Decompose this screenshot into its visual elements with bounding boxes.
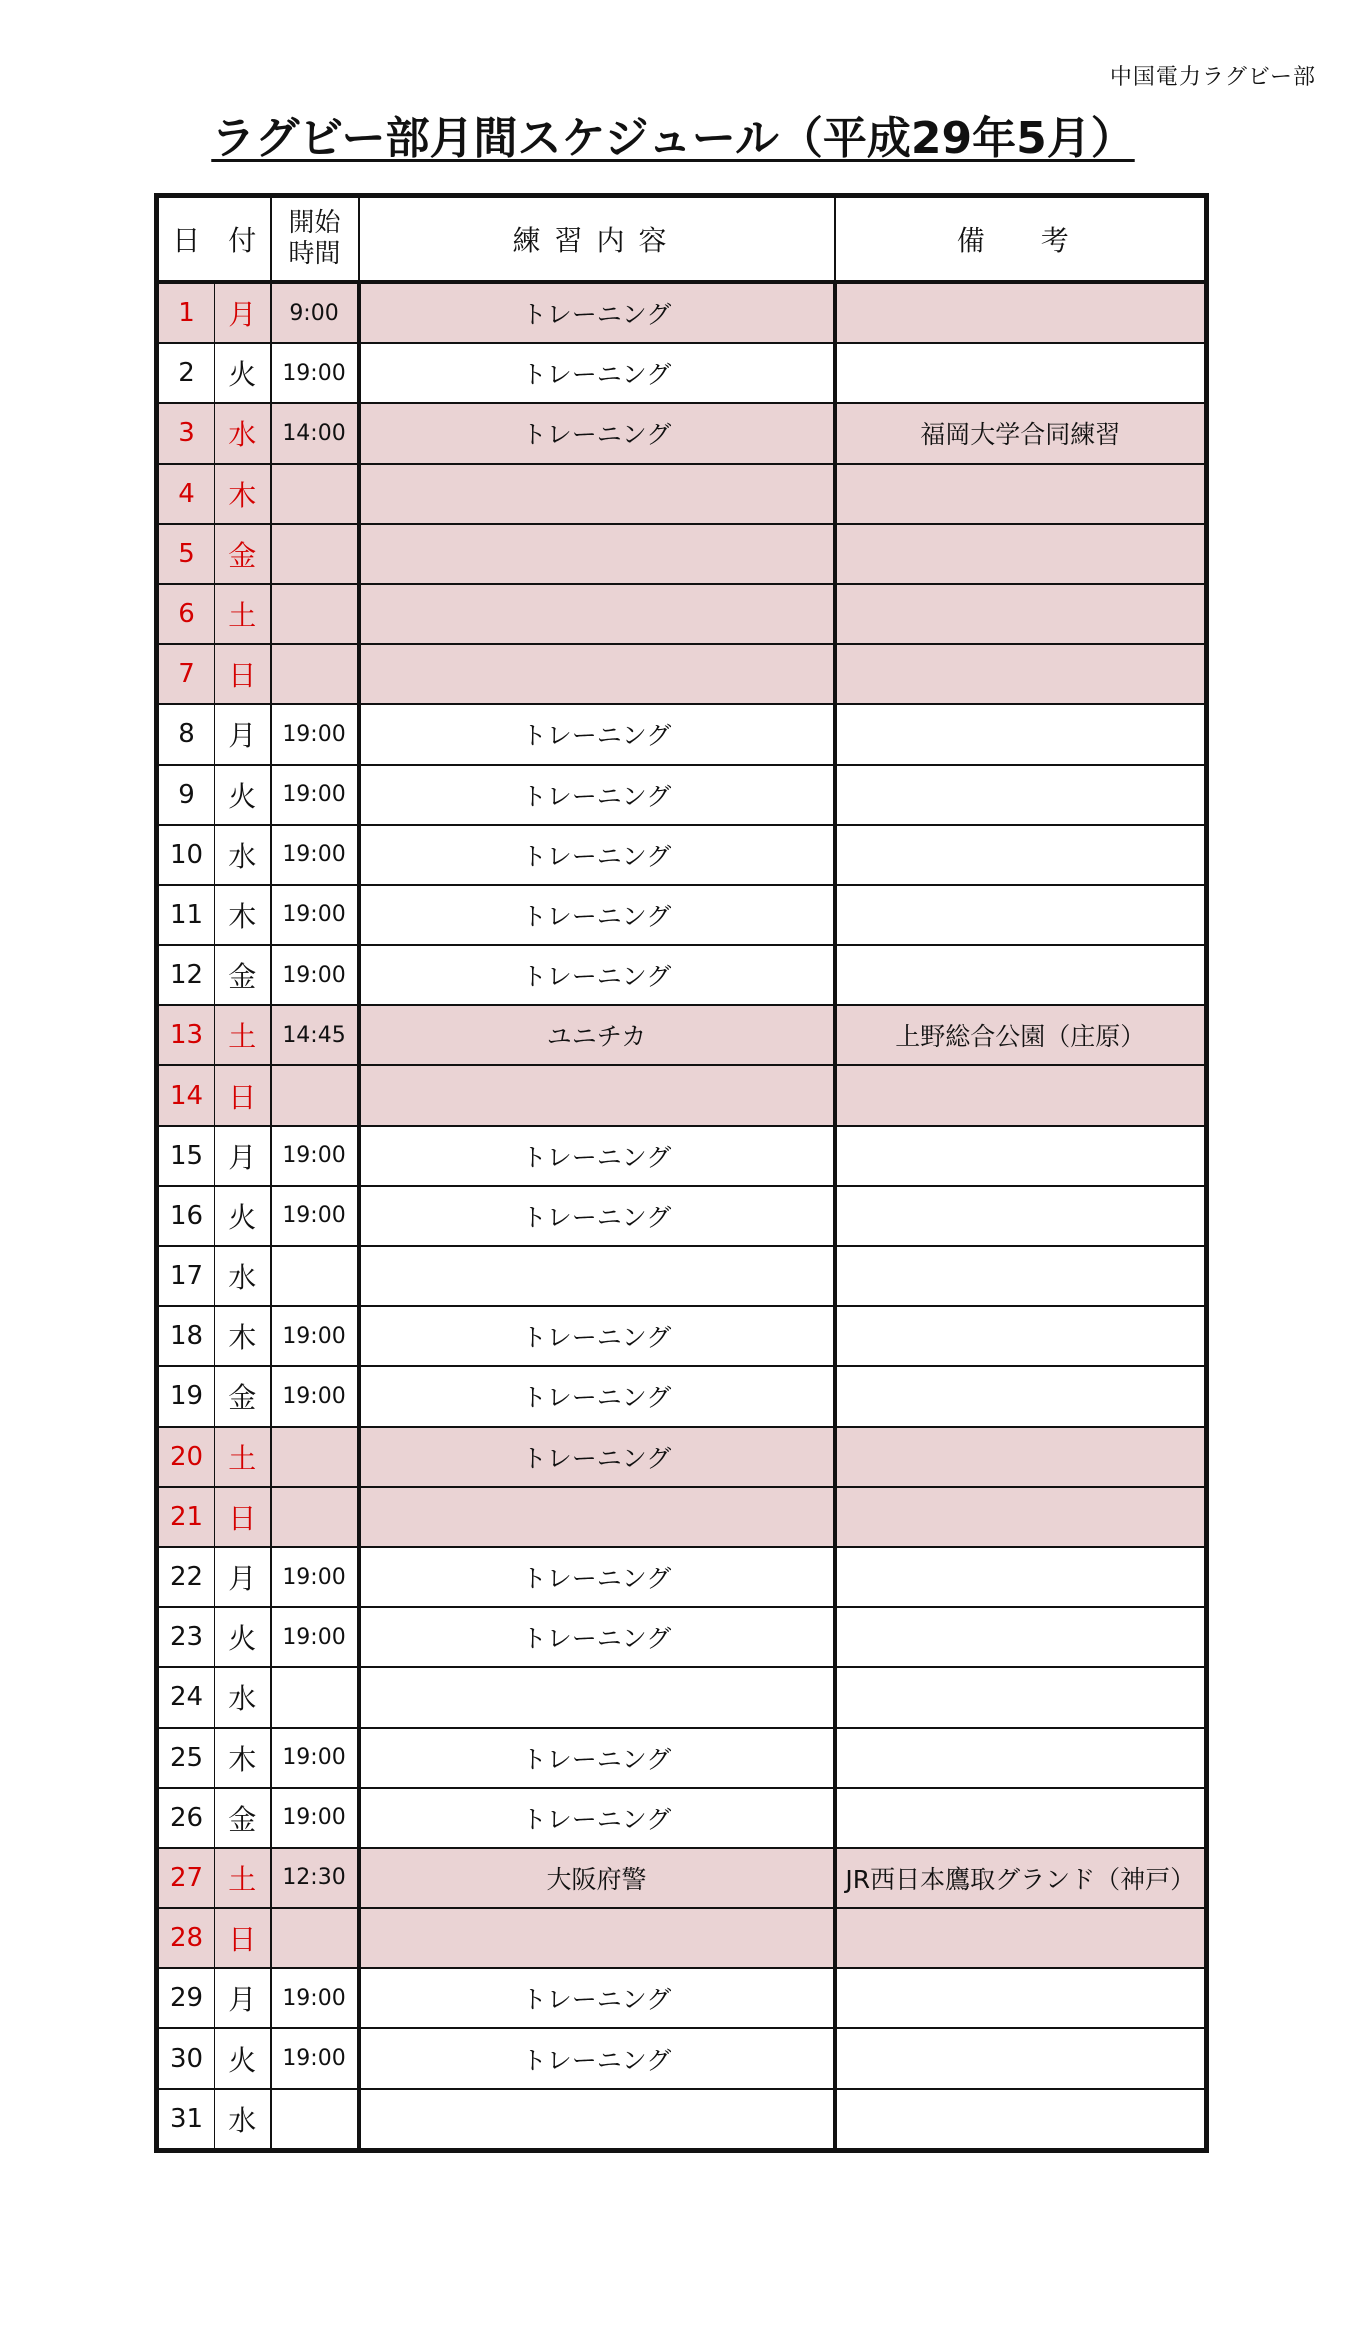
note-cell: [835, 1186, 1207, 1246]
day-cell: 19: [157, 1366, 215, 1426]
start-time-cell: [271, 1487, 359, 1547]
weekday-cell: 土: [215, 1427, 271, 1487]
note-cell: [835, 1788, 1207, 1848]
content-cell: トレーニング: [359, 1366, 835, 1426]
schedule-row: [157, 885, 1207, 945]
schedule-row: [157, 2089, 1207, 2151]
day-cell: 14: [157, 1065, 215, 1125]
day-cell: 15: [157, 1126, 215, 1186]
weekday-cell: 火: [215, 1186, 271, 1246]
start-time-cell: [271, 644, 359, 704]
content-cell: トレーニング: [359, 343, 835, 403]
content-cell: [359, 584, 835, 644]
content-cell: [359, 524, 835, 584]
start-time-cell: 19:00: [271, 343, 359, 403]
weekday-cell: 土: [215, 1005, 271, 1065]
content-cell: [359, 464, 835, 524]
start-time-cell: 19:00: [271, 1607, 359, 1667]
start-time-cell: [271, 1908, 359, 1968]
start-time-cell: 19:00: [271, 885, 359, 945]
schedule-row: [157, 1366, 1207, 1426]
start-time-cell: 19:00: [271, 1547, 359, 1607]
note-cell: [835, 765, 1207, 825]
content-cell: [359, 644, 835, 704]
content-cell: トレーニング: [359, 1186, 835, 1246]
note-cell: JR西日本鷹取グランド（神戸）: [835, 1848, 1207, 1908]
start-time-cell: 19:00: [271, 945, 359, 1005]
weekday-cell: 日: [215, 1065, 271, 1125]
content-cell: [359, 1667, 835, 1727]
schedule-row: [157, 1788, 1207, 1848]
schedule-row: [157, 403, 1207, 463]
weekday-cell: 金: [215, 1788, 271, 1848]
content-cell: トレーニング: [359, 282, 835, 343]
weekday-cell: 土: [215, 1848, 271, 1908]
schedule-body: [157, 282, 1207, 2150]
day-cell: 6: [157, 584, 215, 644]
weekday-cell: 水: [215, 1246, 271, 1306]
start-time-cell: 19:00: [271, 825, 359, 885]
start-time-cell: [271, 1065, 359, 1125]
schedule-row: [157, 464, 1207, 524]
start-time-cell: [271, 584, 359, 644]
schedule-row: [157, 1547, 1207, 1607]
organization-name: 中国電力ラグビー部: [1109, 65, 1316, 90]
day-cell: 7: [157, 644, 215, 704]
schedule-row: [157, 1607, 1207, 1667]
weekday-cell: 火: [215, 2028, 271, 2088]
weekday-cell: 日: [215, 1487, 271, 1547]
day-cell: 12: [157, 945, 215, 1005]
schedule-row: [157, 644, 1207, 704]
page-title: [0, 112, 1346, 166]
content-cell: [359, 1246, 835, 1306]
weekday-cell: 月: [215, 704, 271, 764]
header-start-time: [271, 196, 359, 283]
start-time-cell: 19:00: [271, 704, 359, 764]
day-cell: 5: [157, 524, 215, 584]
content-cell: トレーニング: [359, 1427, 835, 1487]
weekday-cell: 水: [215, 825, 271, 885]
weekday-cell: 金: [215, 524, 271, 584]
weekday-cell: 木: [215, 1728, 271, 1788]
weekday-cell: 火: [215, 1607, 271, 1667]
start-time-cell: 19:00: [271, 1788, 359, 1848]
note-cell: [835, 1607, 1207, 1667]
note-cell: [835, 704, 1207, 764]
schedule-row: [157, 343, 1207, 403]
start-time-cell: 19:00: [271, 1366, 359, 1426]
start-time-cell: 14:45: [271, 1005, 359, 1065]
day-cell: 1: [157, 282, 215, 343]
header-row: [157, 196, 1207, 283]
day-cell: 10: [157, 825, 215, 885]
weekday-cell: 火: [215, 343, 271, 403]
note-cell: 福岡大学合同練習: [835, 403, 1207, 463]
header-start-time-line1: 開始: [288, 208, 341, 238]
day-cell: 16: [157, 1186, 215, 1246]
day-cell: 9: [157, 765, 215, 825]
schedule-row: [157, 1487, 1207, 1547]
weekday-cell: 火: [215, 765, 271, 825]
start-time-cell: [271, 1667, 359, 1727]
weekday-cell: 木: [215, 464, 271, 524]
schedule-row: [157, 1968, 1207, 2028]
note-cell: [835, 1065, 1207, 1125]
content-cell: ユニチカ: [359, 1005, 835, 1065]
schedule-row: [157, 1065, 1207, 1125]
day-cell: 31: [157, 2089, 215, 2151]
note-cell: [835, 1728, 1207, 1788]
day-cell: 28: [157, 1908, 215, 1968]
content-cell: トレーニング: [359, 704, 835, 764]
start-time-cell: [271, 2089, 359, 2151]
note-cell: [835, 1667, 1207, 1727]
schedule-row: [157, 1306, 1207, 1366]
start-time-cell: [271, 524, 359, 584]
note-cell: 上野総合公園（庄原）: [835, 1005, 1207, 1065]
content-cell: トレーニング: [359, 1788, 835, 1848]
content-cell: 大阪府警: [359, 1848, 835, 1908]
content-cell: トレーニング: [359, 1126, 835, 1186]
weekday-cell: 月: [215, 1968, 271, 2028]
page-title-text: ラグビー部月間スケジュール（平成29年5月）: [211, 113, 1135, 164]
content-cell: [359, 1487, 835, 1547]
schedule-row: [157, 945, 1207, 1005]
schedule-row: [157, 2028, 1207, 2088]
note-cell: [835, 825, 1207, 885]
start-time-cell: [271, 1427, 359, 1487]
start-time-cell: 19:00: [271, 1728, 359, 1788]
schedule-row: [157, 1126, 1207, 1186]
header-start-time-line2: 時間: [288, 239, 341, 269]
day-cell: 26: [157, 1788, 215, 1848]
content-cell: トレーニング: [359, 1607, 835, 1667]
note-cell: [835, 1246, 1207, 1306]
schedule-row: [157, 1848, 1207, 1908]
start-time-cell: 19:00: [271, 2028, 359, 2088]
content-cell: トレーニング: [359, 765, 835, 825]
day-cell: 27: [157, 1848, 215, 1908]
start-time-cell: 19:00: [271, 1186, 359, 1246]
day-cell: 22: [157, 1547, 215, 1607]
note-cell: [835, 1908, 1207, 1968]
content-cell: トレーニング: [359, 1968, 835, 2028]
schedule-row: [157, 282, 1207, 343]
note-cell: [835, 945, 1207, 1005]
note-cell: [835, 1487, 1207, 1547]
schedule-row: [157, 704, 1207, 764]
header-day: 日 付: [157, 196, 271, 283]
schedule-row: [157, 584, 1207, 644]
note-cell: [835, 1366, 1207, 1426]
schedule-row: [157, 825, 1207, 885]
schedule-row: [157, 1246, 1207, 1306]
weekday-cell: 水: [215, 2089, 271, 2151]
note-cell: [835, 343, 1207, 403]
start-time-cell: 9:00: [271, 282, 359, 343]
day-cell: 30: [157, 2028, 215, 2088]
schedule-row: [157, 765, 1207, 825]
day-cell: 17: [157, 1246, 215, 1306]
weekday-cell: 木: [215, 1306, 271, 1366]
schedule-row: [157, 1908, 1207, 1968]
schedule-row: [157, 1728, 1207, 1788]
day-cell: 24: [157, 1667, 215, 1727]
start-time-cell: 19:00: [271, 1126, 359, 1186]
note-cell: [835, 282, 1207, 343]
note-cell: [835, 644, 1207, 704]
weekday-cell: 金: [215, 945, 271, 1005]
content-cell: トレーニング: [359, 1306, 835, 1366]
content-cell: トレーニング: [359, 2028, 835, 2088]
start-time-cell: [271, 1246, 359, 1306]
note-cell: [835, 885, 1207, 945]
start-time-cell: 12:30: [271, 1848, 359, 1908]
content-cell: [359, 1065, 835, 1125]
content-cell: トレーニング: [359, 885, 835, 945]
header-content: 練習内容: [359, 196, 835, 283]
day-cell: 13: [157, 1005, 215, 1065]
day-cell: 2: [157, 343, 215, 403]
content-cell: トレーニング: [359, 1547, 835, 1607]
schedule-row: [157, 1427, 1207, 1487]
note-cell: [835, 2089, 1207, 2151]
weekday-cell: 日: [215, 1908, 271, 1968]
content-cell: [359, 1908, 835, 1968]
weekday-cell: 水: [215, 403, 271, 463]
weekday-cell: 月: [215, 282, 271, 343]
content-cell: トレーニング: [359, 825, 835, 885]
start-time-cell: 19:00: [271, 1306, 359, 1366]
weekday-cell: 金: [215, 1366, 271, 1426]
content-cell: [359, 2089, 835, 2151]
start-time-cell: 14:00: [271, 403, 359, 463]
note-cell: [835, 1547, 1207, 1607]
note-cell: [835, 464, 1207, 524]
start-time-cell: 19:00: [271, 1968, 359, 2028]
note-cell: [835, 2028, 1207, 2088]
day-cell: 21: [157, 1487, 215, 1547]
schedule-row: [157, 1667, 1207, 1727]
weekday-cell: 土: [215, 584, 271, 644]
header-note: 備 考: [835, 196, 1207, 283]
day-cell: 29: [157, 1968, 215, 2028]
note-cell: [835, 584, 1207, 644]
day-cell: 8: [157, 704, 215, 764]
note-cell: [835, 1126, 1207, 1186]
start-time-cell: [271, 464, 359, 524]
schedule-table: [154, 193, 1209, 2153]
content-cell: トレーニング: [359, 403, 835, 463]
weekday-cell: 木: [215, 885, 271, 945]
day-cell: 25: [157, 1728, 215, 1788]
day-cell: 4: [157, 464, 215, 524]
weekday-cell: 月: [215, 1547, 271, 1607]
day-cell: 11: [157, 885, 215, 945]
start-time-cell: 19:00: [271, 765, 359, 825]
weekday-cell: 日: [215, 644, 271, 704]
weekday-cell: 水: [215, 1667, 271, 1727]
note-cell: [835, 1427, 1207, 1487]
note-cell: [835, 524, 1207, 584]
schedule-row: [157, 1005, 1207, 1065]
day-cell: 3: [157, 403, 215, 463]
day-cell: 20: [157, 1427, 215, 1487]
weekday-cell: 月: [215, 1126, 271, 1186]
day-cell: 18: [157, 1306, 215, 1366]
note-cell: [835, 1968, 1207, 2028]
note-cell: [835, 1306, 1207, 1366]
day-cell: 23: [157, 1607, 215, 1667]
content-cell: トレーニング: [359, 945, 835, 1005]
schedule-row: [157, 524, 1207, 584]
content-cell: トレーニング: [359, 1728, 835, 1788]
schedule-row: [157, 1186, 1207, 1246]
